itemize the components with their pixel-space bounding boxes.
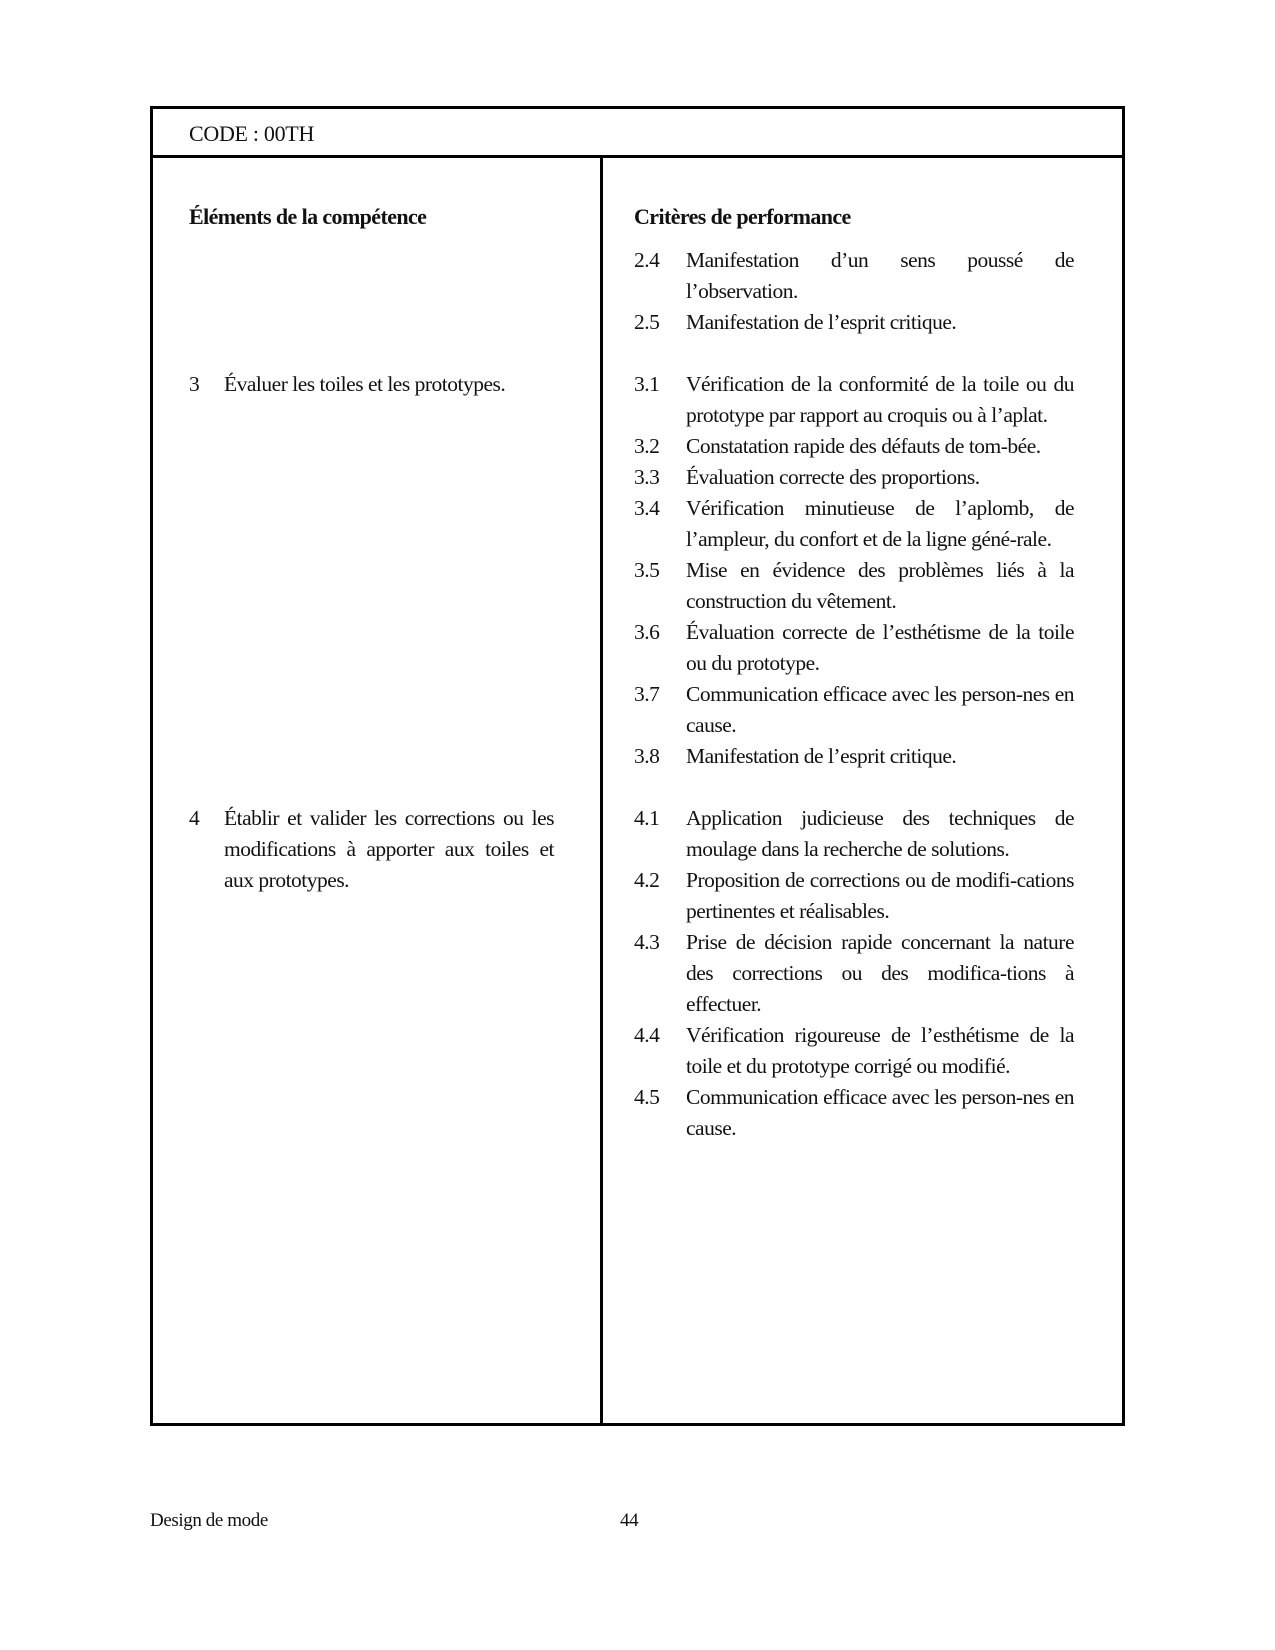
- performance-criterion-number: 3.7: [634, 682, 660, 706]
- performance-criterion-number: 3.6: [634, 620, 660, 644]
- left-column-title: Éléments de la compétence: [189, 204, 427, 229]
- right-column-title: Critères de performance: [634, 204, 851, 229]
- performance-criterion: [634, 679, 1122, 741]
- performance-criterion-text: Communication efficace avec les person-nes en cause.: [686, 682, 1074, 737]
- performance-criterion: [634, 1020, 1122, 1082]
- performance-criterion-text: Proposition de corrections ou de modifi-cations pertinentes et réalisables.: [686, 868, 1074, 923]
- performance-criterion-number: 3.4: [634, 496, 660, 520]
- performance-criterion: [634, 369, 1122, 431]
- performance-criterion: [634, 245, 1122, 307]
- performance-criterion: [634, 865, 1122, 927]
- page-number: 44: [620, 1510, 639, 1531]
- performance-criterion-text: Manifestation de l’esprit critique.: [686, 310, 957, 334]
- performance-criterion: [634, 555, 1122, 617]
- performance-criterion: [634, 493, 1122, 555]
- performance-criterion-text: Constatation rapide des défauts de tom-bée.: [686, 434, 1041, 458]
- performance-criterion-number: 4.2: [634, 868, 660, 892]
- table-header: [153, 109, 1122, 158]
- element-cell: [153, 803, 600, 1144]
- competency-row: [153, 369, 1122, 772]
- performance-criterion-number: 4.5: [634, 1085, 660, 1109]
- performance-criterion-text: Mise en évidence des problèmes liés à la construction du vêtement.: [686, 558, 1074, 613]
- criteria-cell: [600, 245, 1122, 338]
- performance-criterion: [634, 307, 1122, 338]
- performance-criterion: [634, 803, 1122, 865]
- competency-row: [153, 245, 1122, 338]
- competency-element: [189, 803, 600, 896]
- performance-criterion-text: Communication efficace avec les person-nes en cause.: [686, 1085, 1074, 1140]
- performance-criterion-text: Prise de décision rapide concernant la nature des corrections ou des modifica-tions à effectuer.: [686, 930, 1074, 1016]
- performance-criterion-text: Manifestation de l’esprit critique.: [686, 744, 957, 768]
- performance-criterion-number: 2.4: [634, 248, 660, 272]
- performance-criterion-text: Évaluation correcte des proportions.: [686, 465, 980, 489]
- performance-criterion-text: Manifestation d’un sens poussé de l’observation.: [686, 248, 1074, 303]
- performance-criterion-number: 3.2: [634, 434, 660, 458]
- footer-title: Design de mode: [150, 1510, 268, 1531]
- performance-criterion: [634, 617, 1122, 679]
- performance-criterion-number: 3.8: [634, 744, 660, 768]
- criteria-cell: [600, 803, 1122, 1144]
- competency-element-number: 3: [189, 372, 200, 396]
- performance-criterion-text: Application judicieuse des techniques de moulage dans la recherche de solutions.: [686, 806, 1074, 861]
- performance-criterion-number: 4.3: [634, 930, 660, 954]
- performance-criterion-text: Vérification minutieuse de l’aplomb, de l’ampleur, du confort et de la ligne géné-rale.: [686, 496, 1074, 551]
- performance-criterion: [634, 431, 1122, 462]
- competency-table: [150, 106, 1125, 1426]
- competency-element-text: Établir et valider les corrections ou les modifications à apporter aux toiles et aux prototypes.: [224, 806, 554, 892]
- performance-criterion-text: Vérification rigoureuse de l’esthétisme de la toile et du prototype corrigé ou modifié.: [686, 1023, 1074, 1078]
- performance-criterion-text: Évaluation correcte de l’esthétisme de la toile ou du prototype.: [686, 620, 1074, 675]
- performance-criterion-number: 3.3: [634, 465, 660, 489]
- element-cell: [153, 369, 600, 772]
- performance-criterion-number: 3.5: [634, 558, 660, 582]
- competency-element: [189, 369, 600, 400]
- performance-criterion: [634, 1082, 1122, 1144]
- code-label: CODE : 00TH: [189, 121, 315, 146]
- performance-criterion: [634, 927, 1122, 1020]
- performance-criterion: [634, 462, 1122, 493]
- competency-element-text: Évaluer les toiles et les prototypes.: [224, 372, 506, 396]
- element-cell: [153, 245, 600, 338]
- criteria-cell: [600, 369, 1122, 772]
- performance-criterion-number: 3.1: [634, 372, 660, 396]
- competency-element-number: 4: [189, 806, 200, 830]
- performance-criterion-number: 4.4: [634, 1023, 660, 1047]
- performance-criterion-text: Vérification de la conformité de la toile ou du prototype par rapport au croquis ou à l’aplat.: [686, 372, 1074, 427]
- performance-criterion-number: 2.5: [634, 310, 660, 334]
- performance-criterion-number: 4.1: [634, 806, 660, 830]
- performance-criterion: [634, 741, 1122, 772]
- competency-row: [153, 803, 1122, 1144]
- table-body: [153, 245, 1122, 1175]
